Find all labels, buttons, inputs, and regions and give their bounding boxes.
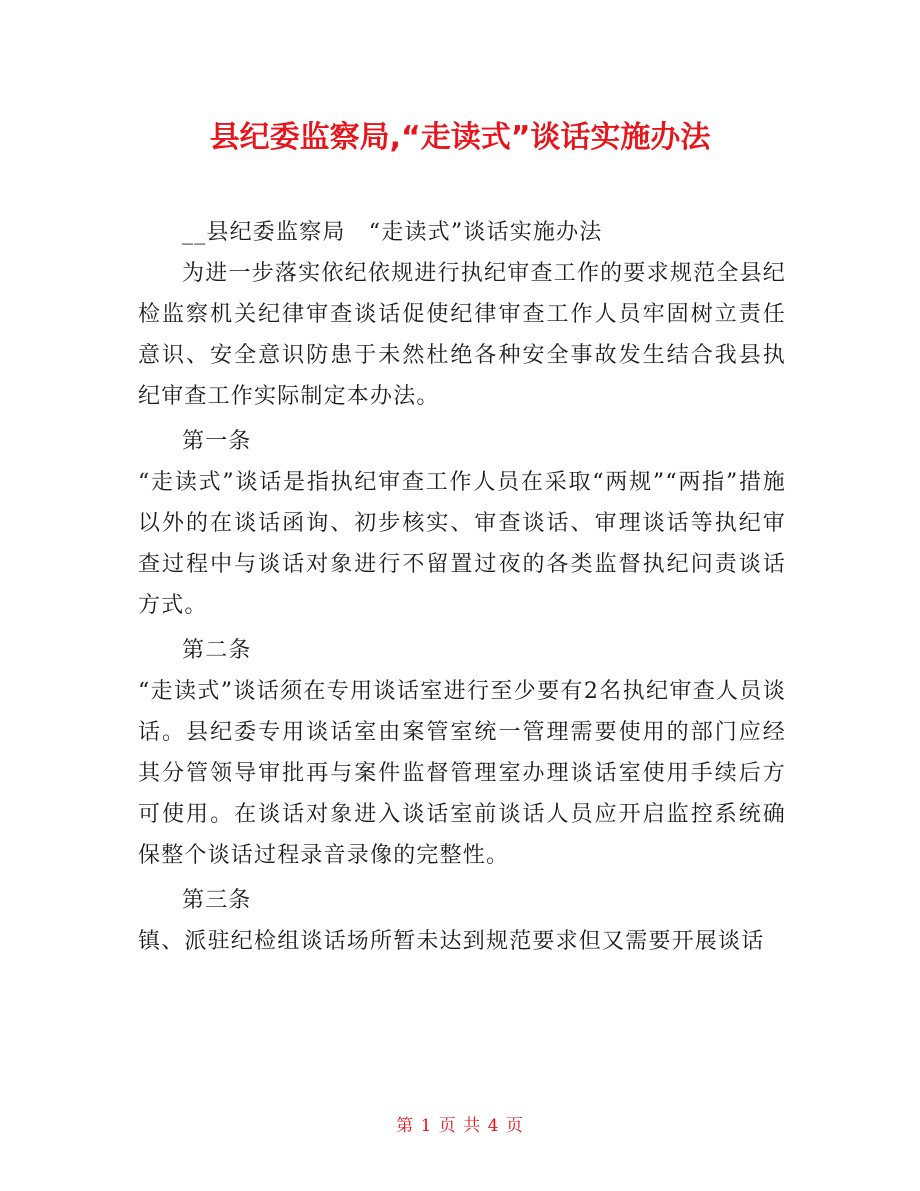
article-heading-1: 第一条 — [182, 429, 252, 454]
article-heading-2: 第二条 — [182, 638, 252, 663]
article-body-1: “走读式”谈话是指执纪审查工作人员在采取“两规”“两指”措施以外的在谈话函询、初步核实、审查谈话、审理谈话等执纪审查过程中与谈话对象进行不留置过夜的各类监督执纪问责谈话方式。 — [138, 470, 786, 618]
intro-paragraph: 为进一步落实依纪依规进行执纪审查工作的要求规范全县纪检监察机关纪律审查谈话促使纪律审查工作人员牢固树立责任意识、安全意识防患于未然杜绝各种安全事故发生结合我县执纪审查工作实际制定本办法。 — [138, 261, 786, 409]
article-body-2: “走读式”谈话须在专用谈话室进行至少要有2名执纪审查人员谈话。县纪委专用谈话室由案管室统一管理需要使用的部门应经其分管领导审批再与案件监督管理室办理谈话室使用手续后方可使用。在谈话对象进入谈话室前谈话人员应开启监控系统确保整个谈话过程录音录像的完整性。 — [138, 679, 786, 868]
page-number-footer: 第 1 页 共 4 页 — [396, 1116, 524, 1136]
article-body-3: 镇、派驻纪检组谈话场所暂未达到规范要求但又需要开展谈话 — [138, 929, 765, 954]
subtitle-line: __县纪委监察局 “走读式”谈话实施办法 — [182, 220, 603, 245]
document-body — [138, 212, 786, 962]
page-title: 县纪委监察局,“走读式”谈话实施办法 — [209, 120, 711, 155]
article-heading-3: 第三条 — [182, 888, 252, 913]
